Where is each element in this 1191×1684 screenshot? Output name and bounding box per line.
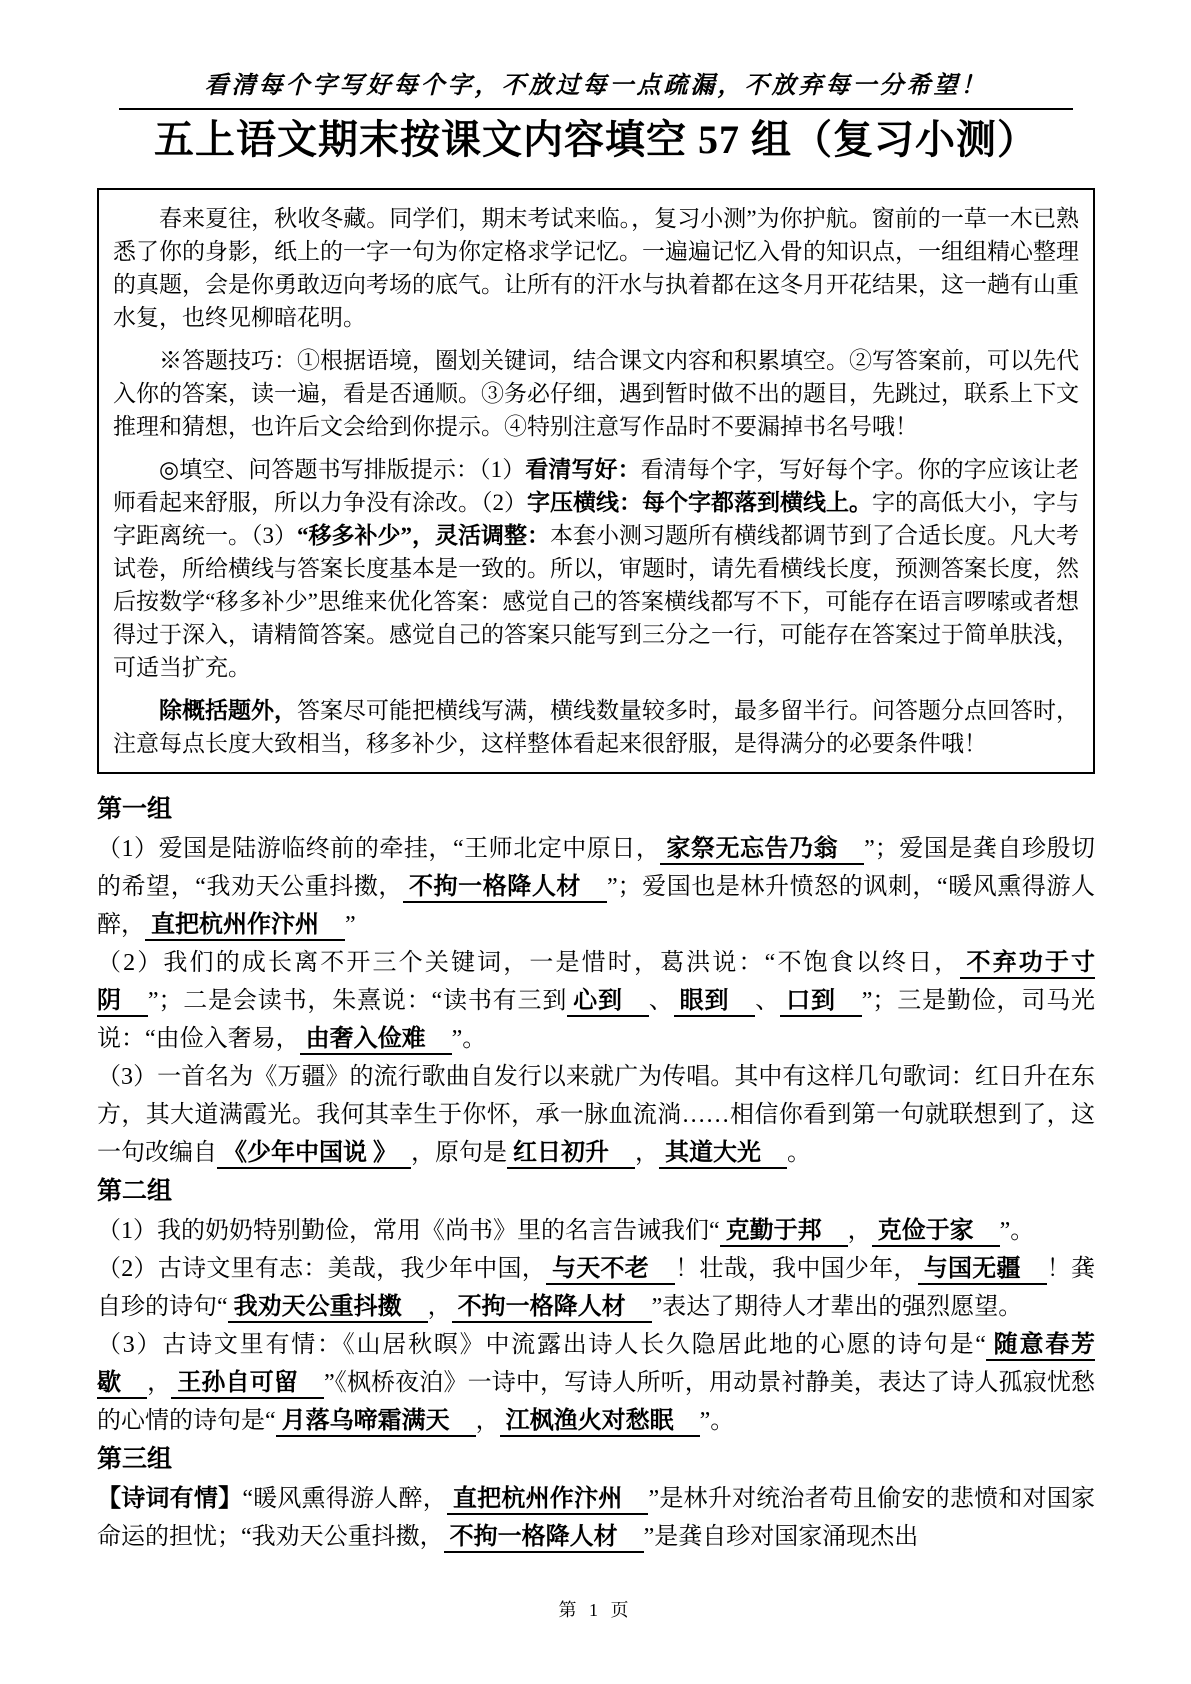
answer-blank: 克俭于家 (872, 1218, 1000, 1247)
text-segment: 、 (755, 988, 781, 1014)
answer-blank: 其道大光 (659, 1140, 787, 1169)
bold-text: 除概括题外， (159, 698, 297, 723)
answer-blank: 由奢入俭难 (300, 1026, 452, 1055)
text-segment: ※答题技巧：①根据语境，圈划关键词，结合课文内容和积累填空。②写答案前，可以先代入你的答案，读一遍，看是否通顺。③务必仔细，遇到暂时做不出的题目，先跳过，联系上下文推理和猜想，也许后文会给到你提示。④特别注意写作品时不要漏掉书名号哦！ (113, 348, 1079, 439)
bold-text: 【诗词有情】 (97, 1486, 243, 1512)
answer-blank: 随意春芳歇 (97, 1332, 1095, 1399)
answer-blank: 与国无疆 (918, 1256, 1047, 1285)
bold-text: 字压横线：每个字都落到横线上。 (527, 490, 872, 515)
text-segment: （2）古诗文里有志：美哉，我少年中国， (97, 1256, 546, 1282)
text-segment: ”是林升对统治者苟且偷安的悲愤和对国家命运的担忧；“我劝天公重抖擞， (97, 1486, 1096, 1550)
text-segment: ， (427, 1294, 452, 1320)
text-segment: （1）我的奶奶特别勤俭，常用《尚书》里的名言告诫我们“ (97, 1218, 720, 1244)
group-3 (97, 1440, 1095, 1556)
group-3-question-1 (97, 1480, 1095, 1556)
bold-text: “移多补少”，灵活调整： (297, 523, 550, 548)
text-segment: ”是龚自珍对国家涌现杰出 (643, 1524, 919, 1550)
text-segment: 答案尽可能把横线写满，横线数量较多时，最多留半行。问答题分点回答时，注意每点长度大致相当，移多补少，这样整体看起来很舒服，是得满分的必要条件哦！ (113, 698, 1079, 756)
text-segment: ”。 (451, 1026, 487, 1052)
text-segment: ”表达了期待人才辈出的强烈愿望。 (651, 1294, 1023, 1320)
text-segment: 、 (648, 988, 674, 1014)
answer-blank: 心到 (567, 988, 649, 1017)
group-1-question-3 (97, 1058, 1095, 1172)
group-3-heading: 第三组 (97, 1446, 173, 1473)
answer-blank: 《少年中国说 》 (217, 1140, 411, 1169)
answer-blank: 江枫渔火对愁眠 (500, 1408, 700, 1437)
text-segment: 。 (787, 1140, 811, 1166)
answer-blank: 与天不老 (546, 1256, 675, 1285)
page-title: 五上语文期末按课文内容填空 57 组（复习小测） (154, 117, 1038, 162)
text-segment: ，原句是 (411, 1140, 507, 1166)
bold-text: 看清写好： (525, 457, 641, 482)
group-1-question-1 (97, 830, 1095, 944)
text-segment: ”；爱国也是林升愤怒的讽刺，“暖风熏得游人醉， (97, 874, 1096, 938)
text-segment: ， (475, 1408, 500, 1434)
group-2-heading: 第二组 (97, 1178, 173, 1205)
text-segment: （3）古诗文里有情：《山居秋暝》中流露出诗人长久隐居此地的心愿的诗句是“ (97, 1332, 986, 1358)
group-1-question-2 (97, 944, 1095, 1058)
text-segment: ， (147, 1370, 172, 1396)
intro-paragraph-3 (113, 453, 1079, 684)
text-segment: （3）一首名为《万疆》的流行歌曲自发行以来就广为传唱。其中有这样几句歌词：红日升在东方，其大道满霞光。我何其幸生于你怀，承一脉血流淌……相信你看到第一句就联想到了，这一句改编自 (97, 1064, 1095, 1166)
answer-blank: 红日初升 (507, 1140, 635, 1169)
text-segment: ”。 (999, 1218, 1035, 1244)
answer-blank: 眼到 (674, 988, 756, 1017)
answer-blank: 不拘一格降人材 (403, 874, 607, 903)
text-segment: 春来夏往，秋收冬藏。同学们，期末考试来临。，复习小测”为你护航。窗前的一草一木已熟悉了你的身影，纸上的一字一句为你定格求学记忆。一遍遍记忆入骨的知识点，一组组精心整理的真题，会是你勇敢迈向考场的底气。让所有的汗水与执着都在这冬月开花结果，这一趟有山重水复，也终见柳暗花明。 (113, 206, 1079, 330)
header-divider (119, 108, 1073, 110)
intro-paragraph-1 (113, 202, 1079, 334)
text-segment: ！龚自珍的诗句“ (97, 1256, 1096, 1320)
page-header (97, 70, 1095, 166)
text-segment: “暖风熏得游人醉， (242, 1486, 447, 1512)
text-segment: ， (635, 1140, 659, 1166)
question-groups (97, 790, 1095, 1556)
answer-blank: 克勤于邦 (720, 1218, 848, 1247)
text-segment: （1）爱国是陆游临终前的牵挂，“王师北定中原日， (97, 836, 661, 862)
page-number: 第 1 页 (558, 1600, 633, 1620)
text-segment: ”；爱国是龚自珍殷切的希望，“我劝天公重抖擞， (97, 836, 1096, 900)
group-1 (97, 790, 1095, 1172)
group-2-question-1 (97, 1212, 1095, 1250)
answer-blank: 不弃功于寸阴 (97, 950, 1095, 1017)
group-2 (97, 1172, 1095, 1440)
intro-paragraph-2 (113, 344, 1079, 443)
text-segment: ”；三是勤俭，司马光说：“由俭入奢易， (97, 988, 1096, 1052)
text-segment: （2）我们的成长离不开三个关键词，一是惜时，葛洪说：“不饱食以终日， (97, 950, 961, 976)
intro-box (97, 188, 1095, 774)
answer-blank: 直把杭州作汴州 (447, 1486, 649, 1515)
header-motto: 看清每个字写好每个字，不放过每一点疏漏，不放弃每一分希望！ (204, 73, 988, 99)
text-segment: ， (847, 1218, 872, 1244)
text-segment: ” (345, 912, 356, 938)
text-segment: 本套小测习题所有横线都调节到了合适长度。凡大考试卷，所给横线与答案长度基本是一致的。所以，审题时，请先看横线长度，预测答案长度，然后按数学“移多补少”思维来优化答案：感觉自己的答案横线都写不下，可能存在语言啰嗦或者想得过于深入，请精简答案。感觉自己的答案只能写到三分之一行，可能存在答案过于简单肤浅，可适当扩充。 (113, 523, 1079, 680)
text-segment: ”《枫桥夜泊》一诗中，写诗人所听，用动景衬静美，表达了诗人孤寂忧愁的心情的诗句是“ (97, 1370, 1096, 1434)
group-2-question-2 (97, 1250, 1095, 1326)
intro-paragraph-4 (113, 694, 1079, 760)
answer-blank: 口到 (780, 988, 862, 1017)
text-segment: 字的高低大小，字与字距离统一。（3） (113, 490, 1079, 548)
answer-blank: 不拘一格降人材 (452, 1294, 652, 1323)
text-segment: ◎填空、问答题书写排版提示：（1） (159, 457, 526, 482)
answer-blank: 家祭无忘告乃翁 (660, 836, 864, 865)
answer-blank: 我劝天公重抖擞 (228, 1294, 428, 1323)
text-segment: ”。 (699, 1408, 735, 1434)
text-segment: 看清每个字，写好每个字。你的字应该让老师看起来舒服，所以力争没有涂改。（2） (113, 457, 1080, 515)
group-1-heading: 第一组 (97, 796, 173, 823)
answer-blank: 不拘一格降人材 (444, 1524, 644, 1553)
group-2-question-3 (97, 1326, 1095, 1440)
answer-blank: 直把杭州作汴州 (145, 912, 345, 941)
text-segment: ！壮哉，我中国少年， (675, 1256, 918, 1282)
answer-blank: 月落乌啼霜满天 (276, 1408, 476, 1437)
text-segment: ”；二是会读书，朱熹说：“读书有三到 (147, 988, 568, 1014)
answer-blank: 王孙自可留 (171, 1370, 324, 1399)
